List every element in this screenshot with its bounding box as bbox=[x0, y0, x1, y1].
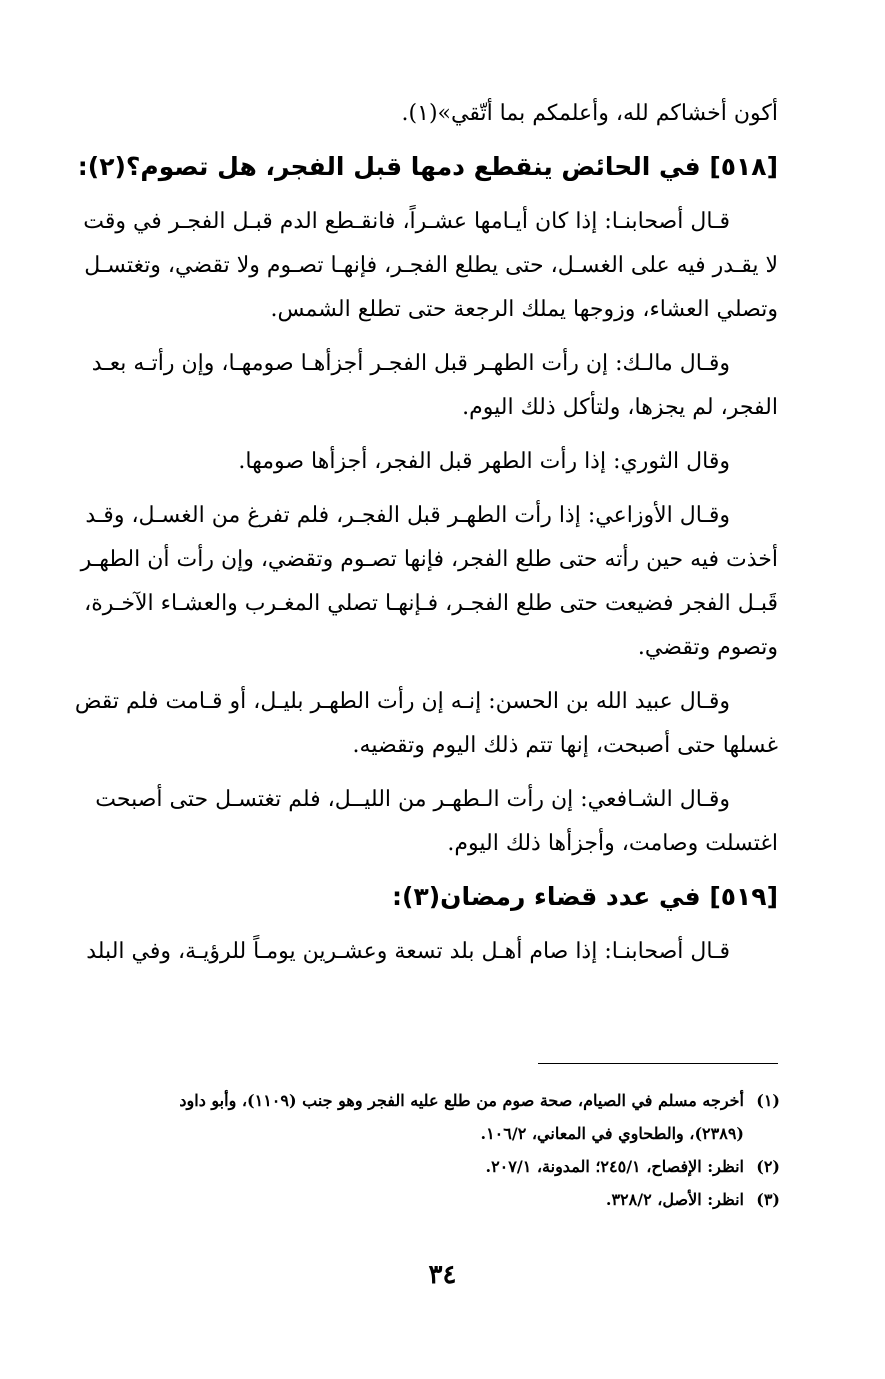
paragraph bbox=[38, 494, 778, 670]
section-heading-518: [٥١٨] في الحائض ينقطع دمها قبل الفجر، هل تصوم؟(٢): bbox=[77, 152, 778, 181]
footnote-text: انظر: الإفصاح، ٢٤٥/١؛ المدونة، ٢٠٧/١. bbox=[485, 1157, 744, 1176]
text-line: اغتسلت وصامت، وأجزأها ذلك اليوم. bbox=[447, 831, 778, 856]
footnote-1 bbox=[38, 1084, 780, 1117]
page-number: ٣٤ bbox=[428, 1260, 457, 1290]
footnote-text: انظر: الأصل، ٣٢٨/٢. bbox=[605, 1190, 744, 1209]
text-line: أخذت فيه حين رأته حتى طلع الفجر، فإنها تصـوم وتقضي، وإن رأت أن الطهـر bbox=[80, 547, 778, 572]
footnote-text: أخرجه مسلم في الصيام، صحة صوم من طلع عليه الفجر وهو جنب (١١٠٩)، وأبو داود bbox=[179, 1091, 744, 1110]
footnote-text: (٢٣٨٩)، والطحاوي في المعاني، ١٠٦/٢. bbox=[480, 1124, 744, 1143]
text-line: لا يقـدر فيه على الغسـل، حتى يطلع الفجـر، فإنهـا تصـوم ولا تقضي، وتغتسـل bbox=[84, 253, 778, 278]
text-line: وقـال الأوزاعي: إذا رأت الطهـر قبل الفجـر، فلم تفرغ من الغسـل، وقـد bbox=[85, 503, 730, 528]
text-line: وقـال الشـافعي: إن رأت الـطهـر من الليــل، فلم تغتسـل حتى أصبحت bbox=[95, 787, 730, 812]
text-line: قـال أصحابنـا: إذا كان أيـامها عشـراً، فانقـطع الدم قبـل الفجـر في وقت bbox=[83, 209, 730, 234]
text-line: وتصوم وتقضي. bbox=[637, 635, 778, 660]
text-line: أكون أخشاكم لله، وأعلمكم بما أتّقي»(١). bbox=[401, 101, 778, 126]
paragraph bbox=[38, 930, 778, 974]
text-line: قـال أصحابنـا: إذا صام أهـل بلد تسعة وعشـرين يومـاً للرؤيـة، وفي البلد bbox=[86, 939, 730, 964]
text-line: وقـال عبيد الله بن الحسن: إنـه إن رأت الطهـر بليـل، أو قـامت فلم تقض bbox=[74, 689, 730, 714]
paragraph bbox=[38, 200, 778, 332]
footnote-2 bbox=[38, 1150, 780, 1183]
text-line: الفجر، لم يجزها، ولتأكل ذلك اليوم. bbox=[462, 395, 778, 420]
text-line: قَبـل الفجر فضيعت حتى طلع الفجـر، فـإنهـا تصلي المغـرب والعشـاء الآخـرة، bbox=[84, 591, 778, 616]
page-body bbox=[38, 92, 778, 974]
text-line: وقـال مالـك: إن رأت الطهـر قبل الفجـر أجزأهـا صومهـا، وإن رأتـه بعـد bbox=[91, 351, 730, 376]
footnote-number: (١) bbox=[756, 1091, 780, 1110]
footnote-number: (٣) bbox=[756, 1190, 780, 1209]
paragraph bbox=[38, 342, 778, 430]
paragraph bbox=[38, 778, 778, 866]
section-heading-519: [٥١٩] في عدد قضاء رمضان(٣): bbox=[392, 882, 778, 911]
footnote-number: (٢) bbox=[756, 1157, 780, 1176]
text-line: وتصلي العشاء، وزوجها يملك الرجعة حتى تطلع الشمس. bbox=[270, 297, 778, 322]
footnote-1-continued bbox=[38, 1117, 780, 1150]
paragraph bbox=[38, 440, 778, 484]
text-line: وقال الثوري: إذا رأت الطهر قبل الفجر، أجزأها صومها. bbox=[238, 449, 730, 474]
paragraph bbox=[38, 680, 778, 768]
footnotes bbox=[38, 1084, 780, 1216]
footnote-separator bbox=[538, 1063, 778, 1064]
text-line: غسلها حتى أصبحت، إنها تتم ذلك اليوم وتقضيه. bbox=[352, 733, 778, 758]
footnote-3 bbox=[38, 1183, 780, 1216]
